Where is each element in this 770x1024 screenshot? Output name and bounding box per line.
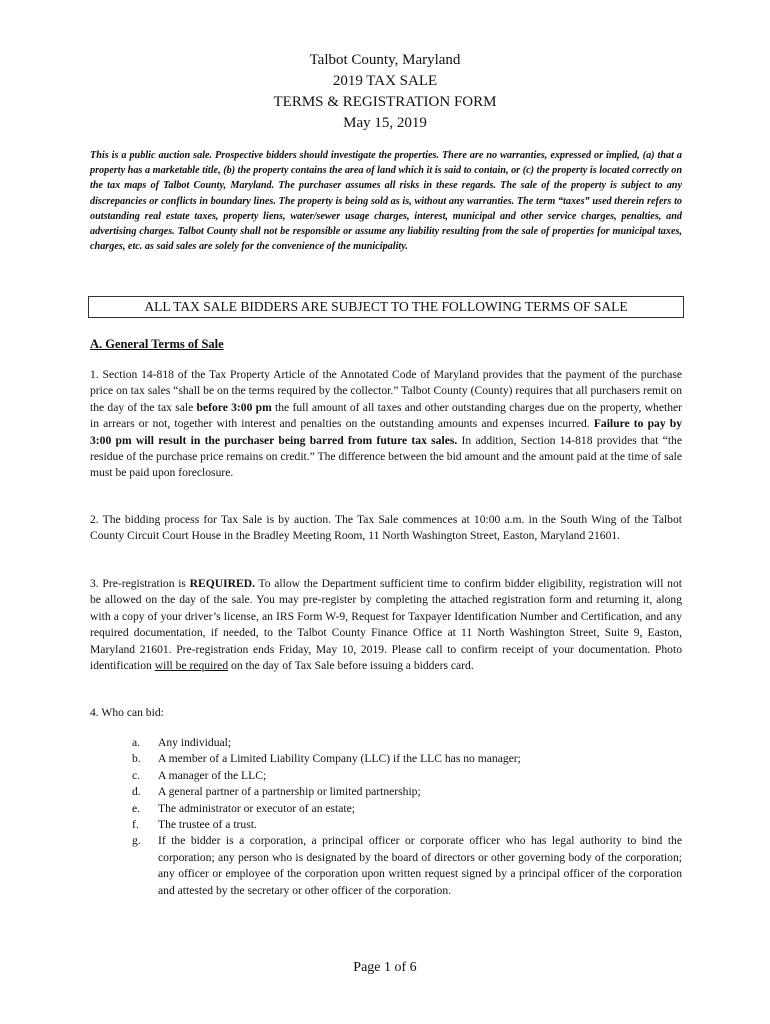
list-item [110,768,682,784]
list-item-letter: a. [132,736,141,749]
list-item [110,784,682,800]
list-item-text: A manager of the LLC; [158,768,267,782]
list-item-letter: e. [132,801,141,815]
term-3-bold-required: REQUIRED. [189,577,256,590]
document-header [0,50,770,134]
term-1-text-b: the full amount of all taxes and other outstanding charges due on the property, whether in arrears or not, together with interest and penalties on the outstanding amounts and expenses incurred. [90,400,682,431]
disclaimer-paragraph: This is a public auction sale. Prospective bidders should investigate the properties. There are no warranties, expressed or implied, (a) that a property has a marketable title, (b) the property contains the area of land which it is said to contain, or (c) the property is located correctly on the tax maps of Talbot County, Maryland. The purchaser assumes all risks in these regards. The sale of the property is subject to any discrepancies or conflicts in boundary lines. The property is being sold as is, without any warranties. The term “taxes” used therein refers to outstanding real estate taxes, property liens, water/sewer usage charges, interest, municipal and other service charges, penalties, and advertising charges. Talbot County shall not be responsible or assume any liability resulting from the sale of properties for municipal taxes, charges, etc. as said sales are solely for the convenience of the municipality. [90,150,682,253]
header-sale-year: 2019 TAX SALE [332,73,438,89]
list-item [110,817,682,833]
term-1-bold-warning: Failure to pay by 3:00 pm will result in the purchaser being barred from future tax sales. [90,417,682,447]
term-4-paragraph: 4. Who can bid: [90,706,164,719]
list-item-text: A general partner of a partnership or limited partnership; [158,785,421,799]
list-item [110,735,682,751]
list-item-letter: f. [132,818,139,832]
list-item-letter: c. [132,768,141,782]
terms-boxed-heading: ALL TAX SALE BIDDERS ARE SUBJECT TO THE FOLLOWING TERMS OF SALE [88,296,684,318]
list-item-letter: b. [132,752,141,766]
term-2-paragraph: 2. The bidding process for Tax Sale is by auction. The Tax Sale commences at 10:00 a.m. in the South Wing of the Talbot County Circuit Court House in the Bradley Meeting Room, 11 North Washington Street, Easton, Maryland 21601. [90,513,682,543]
term-1-text-c: In addition, Section 14-818 provides that “the residue of the purchase price remains on credit.” The difference between the bid amount and the amount paid at the time of sale must be paid upon foreclosure. [90,433,682,480]
list-item [110,801,682,817]
term-3-underlined: will be required [154,659,229,673]
term-3-text-a: 3. Pre-registration is [90,577,190,590]
list-item [110,751,682,767]
list-item-text: If the bidder is a corporation, a principal officer or corporate officer who has legal authority to bind the corporation; any person who is designated by the board of directors or other governing body of the corporation; any officer or employee of the corporation upon written request signed by a principal officer of the corporation and attested by the secretary or other officer of the corporation. [158,834,682,897]
list-item-letter: g. [132,834,141,848]
list-item-text: The trustee of a trust. [158,818,257,832]
list-item-text: The administrator or executor of an estate; [158,801,356,815]
section-a-title: A. General Terms of Sale [90,337,224,351]
term-3-text-b: To allow the Department sufficient time to confirm bidder eligibility, registration will not be allowed on the day of the sale. You may pre-register by completing the attached registration form and returning it, along with a copy of your driver’s license, an IRS Form W-9, Request for Taxpayer Identification Number and Certification, and any required documentation, if needed, to the Talbot County Finance Office at 11 North Washington Street, Suite 9, Easton, Maryland 21601. Pre-registration ends Friday, May 10, 2019. Please call to confirm receipt of your documentation. Photo identification [90,577,682,673]
term-3-paragraph [90,576,682,674]
list-item-text: A member of a Limited Liability Company (LLC) if the LLC has no manager; [158,752,521,766]
term-1-bold-deadline: before 3:00 pm [196,400,272,414]
header-county: Talbot County, Maryland [309,52,461,68]
list-item-letter: d. [132,785,141,799]
header-date: May 15, 2019 [343,115,427,131]
list-item-text: Any individual; [158,736,232,749]
bidder-list [110,735,682,899]
term-1-paragraph [90,367,682,482]
term-3-text-c: on the day of Tax Sale before issuing a bidders card. [228,659,474,673]
header-form-title: TERMS & REGISTRATION FORM [273,94,497,110]
term-1-text-a: 1. Section 14-818 of the Tax Property Article of the Annotated Code of Maryland provides that the payment of the purchase price on tax sales “shall be on the terms required by the collector.” Talbot County (County) requires that all purchasers remit on the day of the tax sale [90,368,682,414]
list-item [110,833,682,899]
page-number-footer: Page 1 of 6 [353,960,417,975]
